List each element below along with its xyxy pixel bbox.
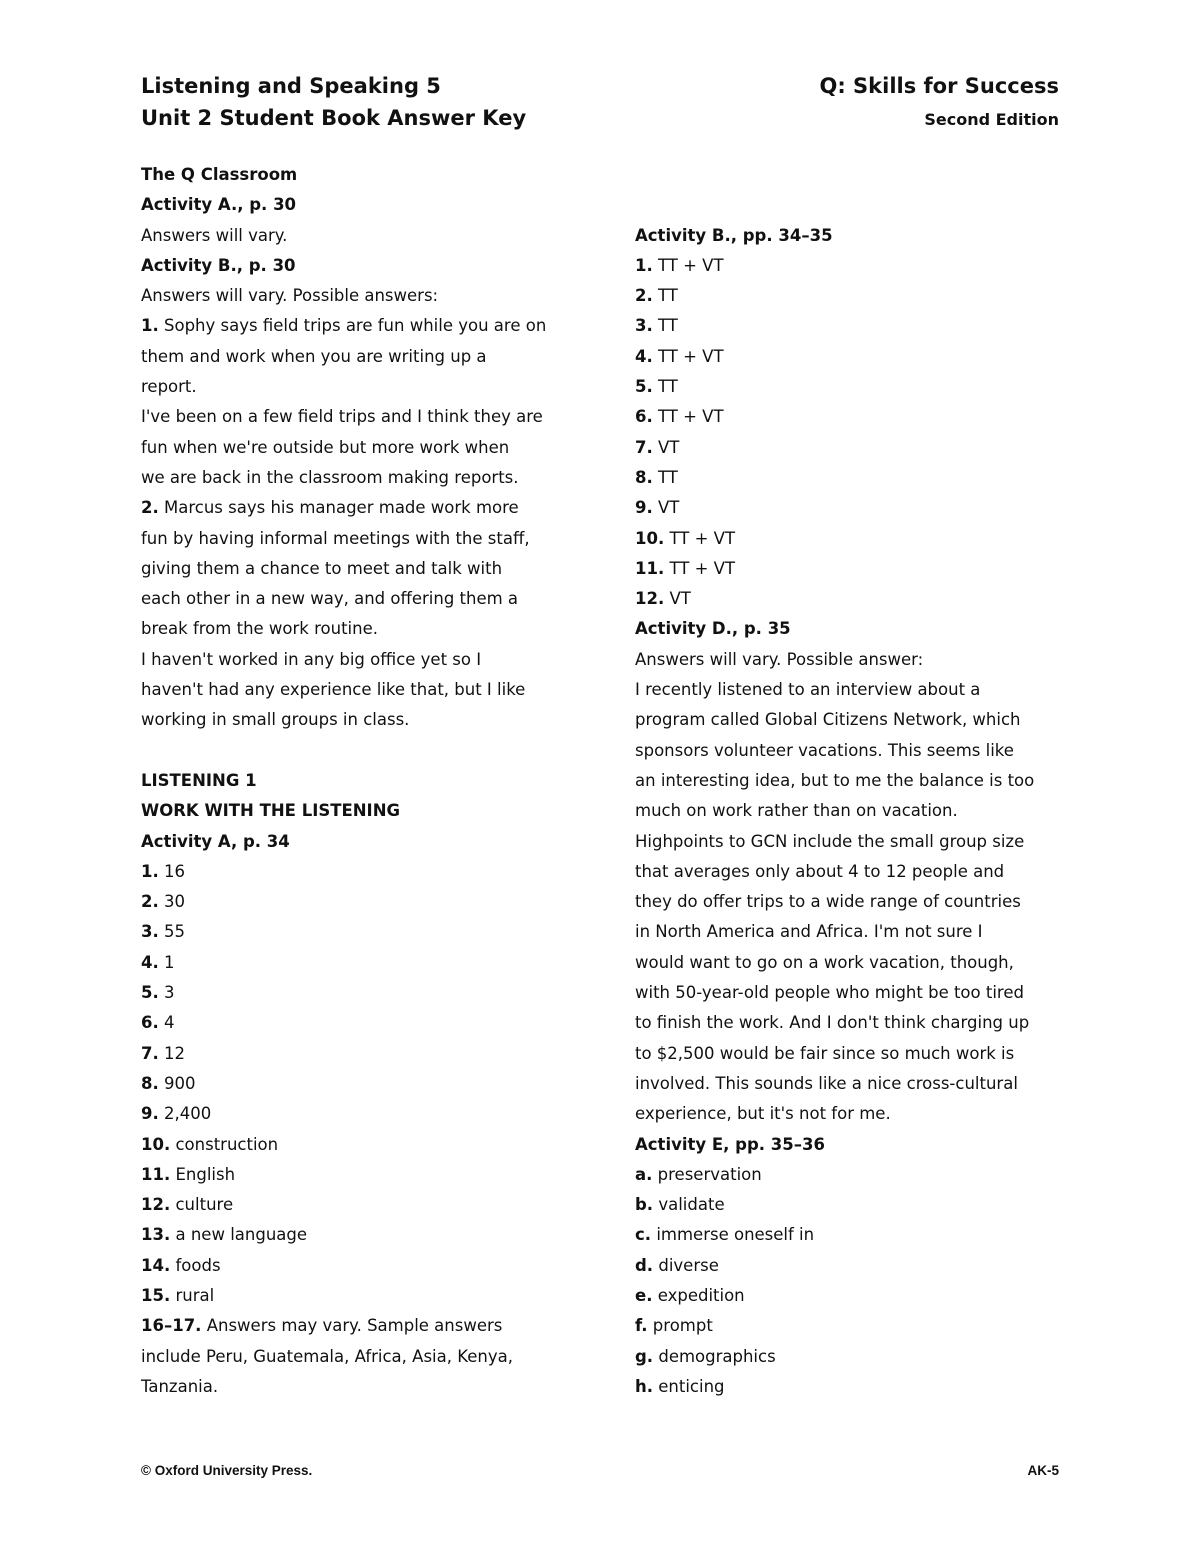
- list-item: 7. 12: [141, 1043, 185, 1063]
- answer-line: I recently listened to an interview about a: [635, 680, 981, 700]
- list-item: 8. 900: [141, 1073, 196, 1093]
- answer-text: Answers will vary.: [141, 225, 288, 245]
- answer-line: haven't had any experience like that, but I like: [141, 680, 526, 700]
- list-item: 3. TT: [635, 316, 678, 336]
- answer-line: I've been on a few field trips and I think they are: [141, 407, 543, 427]
- list-item: 6. TT + VT: [635, 407, 724, 427]
- answer-line: fun by having informal meetings with the staff,: [141, 528, 530, 548]
- activity-heading: Activity A, p. 34: [141, 831, 290, 851]
- answer-line: that averages only about 4 to 12 people and: [635, 861, 1005, 881]
- list-item: c. immerse oneself in: [635, 1225, 815, 1245]
- list-item: 9. 2,400: [141, 1104, 212, 1124]
- list-item: 4. 1: [141, 952, 175, 972]
- list-item: g. demographics: [635, 1346, 776, 1366]
- answer-line: include Peru, Guatemala, Africa, Asia, Kenya,: [141, 1346, 513, 1366]
- list-item: 1. TT + VT: [635, 255, 724, 275]
- answer-line: in North America and Africa. I'm not sure I: [635, 922, 983, 942]
- answer-line: they do offer trips to a wide range of countries: [635, 892, 1021, 912]
- list-item: 12. culture: [141, 1195, 234, 1215]
- list-item: 11. English: [141, 1164, 236, 1184]
- list-item: 1. 16: [141, 861, 185, 881]
- answer-line: break from the work routine.: [141, 619, 378, 639]
- answer-line: I haven't worked in any big office yet so I: [141, 649, 482, 669]
- list-item: 10. TT + VT: [635, 528, 736, 548]
- list-item: 14. foods: [141, 1255, 221, 1275]
- list-item: h. enticing: [635, 1376, 725, 1396]
- unit-title: Unit 2 Student Book Answer Key: [141, 106, 527, 130]
- activity-heading: Activity B., p. 30: [141, 255, 296, 275]
- list-item: 5. TT: [635, 377, 678, 397]
- section-heading: LISTENING 1: [141, 770, 257, 790]
- list-item: 6. 4: [141, 1013, 175, 1033]
- list-item: e. expedition: [635, 1285, 745, 1305]
- list-item: 10. construction: [141, 1134, 279, 1154]
- activity-heading: Activity E, pp. 35–36: [635, 1134, 825, 1154]
- answer-line: report.: [141, 377, 197, 397]
- answer-intro: Answers will vary. Possible answer:: [635, 649, 924, 669]
- list-item: b. validate: [635, 1195, 725, 1215]
- answer-line: with 50-year-old people who might be too tired: [635, 983, 1024, 1003]
- answer-intro: Answers will vary. Possible answers:: [141, 286, 439, 306]
- activity-heading: Activity D., p. 35: [635, 619, 791, 639]
- course-title: Listening and Speaking 5: [141, 74, 441, 98]
- answer-line: Tanzania.: [141, 1376, 219, 1396]
- list-item: 4. TT + VT: [635, 346, 724, 366]
- list-item: 5. 3: [141, 983, 175, 1003]
- list-item: d. diverse: [635, 1255, 719, 1275]
- series-title: Q: Skills for Success: [819, 74, 1059, 98]
- spacer: [635, 190, 1075, 220]
- list-item: 3. 55: [141, 922, 185, 942]
- answer-line: an interesting idea, but to me the balance is too: [635, 770, 1035, 790]
- answer-line: Highpoints to GCN include the small group size: [635, 831, 1025, 851]
- list-item: 9. VT: [635, 498, 680, 518]
- answer-line: involved. This sounds like a nice cross-cultural: [635, 1073, 1018, 1093]
- answer-line: much on work rather than on vacation.: [635, 801, 958, 821]
- right-column: [635, 160, 1075, 1402]
- list-item: 13. a new language: [141, 1225, 308, 1245]
- list-item: 12. VT: [635, 589, 691, 609]
- answer-line: to finish the work. And I don't think charging up: [635, 1013, 1030, 1033]
- list-item: 15. rural: [141, 1285, 215, 1305]
- answer-line: sponsors volunteer vacations. This seems like: [635, 740, 1014, 760]
- left-column: [141, 160, 581, 1402]
- list-item: a. preservation: [635, 1164, 762, 1184]
- activity-heading: Activity B., pp. 34–35: [635, 225, 833, 245]
- list-item: 11. TT + VT: [635, 558, 736, 578]
- list-item: 2. 30: [141, 892, 185, 912]
- answer-line: program called Global Citizens Network, which: [635, 710, 1021, 730]
- activity-heading: Activity A., p. 30: [141, 195, 297, 215]
- answer-line: would want to go on a work vacation, though,: [635, 952, 1014, 972]
- edition-label: Second Edition: [924, 110, 1059, 129]
- answer-line: experience, but it's not for me.: [635, 1104, 891, 1124]
- list-item: 2. TT: [635, 286, 678, 306]
- answer-line: giving them a chance to meet and talk with: [141, 558, 503, 578]
- answer-line: 1. Sophy says field trips are fun while you are on: [141, 316, 547, 336]
- answer-line: we are back in the classroom making reports.: [141, 467, 519, 487]
- page-number: AK-5: [1027, 1463, 1059, 1478]
- section-title: The Q Classroom: [141, 165, 298, 184]
- answer-number: 1.: [141, 316, 159, 336]
- answer-line: them and work when you are writing up a: [141, 346, 487, 366]
- spacer: [635, 160, 1075, 190]
- section-heading: WORK WITH THE LISTENING: [141, 801, 401, 821]
- list-item: 7. VT: [635, 437, 680, 457]
- list-item: 16–17. Answers may vary. Sample answers: [141, 1316, 503, 1336]
- answer-line: 2. Marcus says his manager made work more: [141, 498, 519, 518]
- list-item: 8. TT: [635, 467, 678, 487]
- answer-line: each other in a new way, and offering them a: [141, 589, 519, 609]
- spacer: [141, 736, 581, 766]
- list-item: f. prompt: [635, 1316, 713, 1336]
- answer-line: fun when we're outside but more work when: [141, 437, 510, 457]
- answer-line: working in small groups in class.: [141, 710, 410, 730]
- copyright-footer: © Oxford University Press.: [141, 1463, 313, 1478]
- answer-line: to $2,500 would be fair since so much work is: [635, 1043, 1015, 1063]
- answer-number: 2.: [141, 498, 159, 518]
